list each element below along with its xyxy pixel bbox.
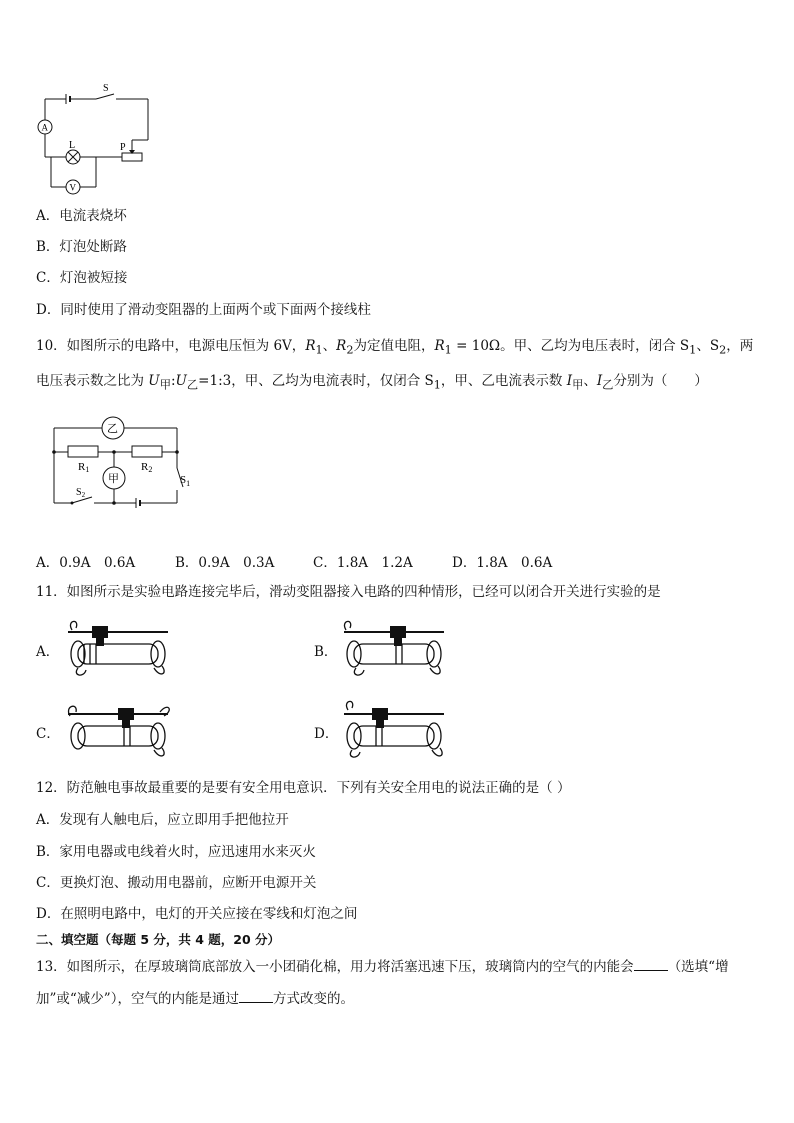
r2-label: R2 <box>141 461 153 474</box>
resistor-r1-icon <box>68 446 98 457</box>
rheostat-image-c <box>64 700 174 760</box>
rheostat-image-b <box>340 618 450 678</box>
s2-label: $S_2$ <box>76 487 86 499</box>
q10-stem-line1: 10．如图所示的电路中，电源电压恒为 6V，$R_1$、$R_2$为定值电阻，$R_1 = 10\Omega$。甲、乙均为电压表时，闭合 $S_1$、$S_2$，两 <box>36 338 754 357</box>
q12-option-c: C．更换灯泡、搬动用电器前，应断开电源开关 <box>36 875 317 891</box>
rheostat-icon <box>122 153 142 161</box>
rheostat-image-d <box>340 700 450 760</box>
q10-option-c: C．1.8A 1.2A <box>313 555 413 571</box>
q9-option-c: C．灯泡被短接 <box>36 270 128 286</box>
q12-option-a: A．发现有人触电后，应立即用手把他拉开 <box>36 812 289 828</box>
slider-label: P <box>120 142 126 153</box>
q11-label-b: B． <box>314 644 338 660</box>
section-title: 二、填空题（每题 5 分，共 4 题，20 分） <box>36 932 281 947</box>
ammeter-label: A <box>41 122 48 133</box>
q11-stem: 11．如图所示是实验电路连接完毕后，滑动变阻器接入电路的四种情形，已经可以闭合开关进行实验的是 <box>36 584 661 600</box>
lamp-label: L <box>69 140 76 151</box>
meter-yi-label: 乙 <box>107 423 118 435</box>
switch-label: S <box>103 83 109 94</box>
q11-label-d: D． <box>314 726 339 742</box>
meter-jia-label: 甲 <box>108 473 119 485</box>
resistor-r2-icon <box>132 446 162 457</box>
q13-stem-line2: 加”或“减少”），空气的内能是通过 方式改变的。 <box>36 991 354 1007</box>
q11-label-c: C． <box>36 726 60 742</box>
q10-option-d: D．1.8A 0.6A <box>452 555 553 571</box>
q10-circuit-diagram <box>44 413 204 515</box>
q10-option-a: A．0.9A 0.6A <box>36 555 136 571</box>
q13-blank-2 <box>239 990 273 1003</box>
rheostat-image-a <box>64 618 174 678</box>
q9-option-a: A．电流表烧坏 <box>36 208 127 224</box>
r1-label: R1 <box>78 461 90 474</box>
q10-stem-line2: 电压表示数之比为 $U_甲:U_乙=1:3$，甲、乙均为电流表时，仅闭合 $S_1$，甲、乙电流表示数 $I_甲$、$I_乙$分别为（ ） <box>36 373 708 392</box>
q13-blank-1 <box>634 958 668 971</box>
q9-option-b: B．灯泡处断路 <box>36 239 127 255</box>
s1-label: $S_1$ <box>180 474 191 488</box>
q12-option-d: D．在照明电路中，电灯的开关应接在零线和灯泡之间 <box>36 906 358 922</box>
q12-stem: 12．防范触电事故最重要的是要有安全用电意识．下列有关安全用电的说法正确的是（ ） <box>36 780 571 796</box>
voltmeter-label: V <box>69 182 76 193</box>
switch-blade <box>96 94 114 99</box>
q10-option-b: B．0.9A 0.3A <box>175 555 275 571</box>
q13-stem-line1: 13．如图所示，在厚玻璃筒底部放入一小团硝化棉，用力将活塞迅速下压，玻璃筒内的空气的内能会 （选填“增 <box>36 959 729 975</box>
q12-option-b: B．家用电器或电线着火时，应迅速用水来灭火 <box>36 844 316 860</box>
q9-option-d: D．同时使用了滑动变阻器的上面两个或下面两个接线柱 <box>36 302 371 318</box>
q9-circuit-diagram <box>34 80 159 195</box>
q11-label-a: A． <box>36 644 60 660</box>
